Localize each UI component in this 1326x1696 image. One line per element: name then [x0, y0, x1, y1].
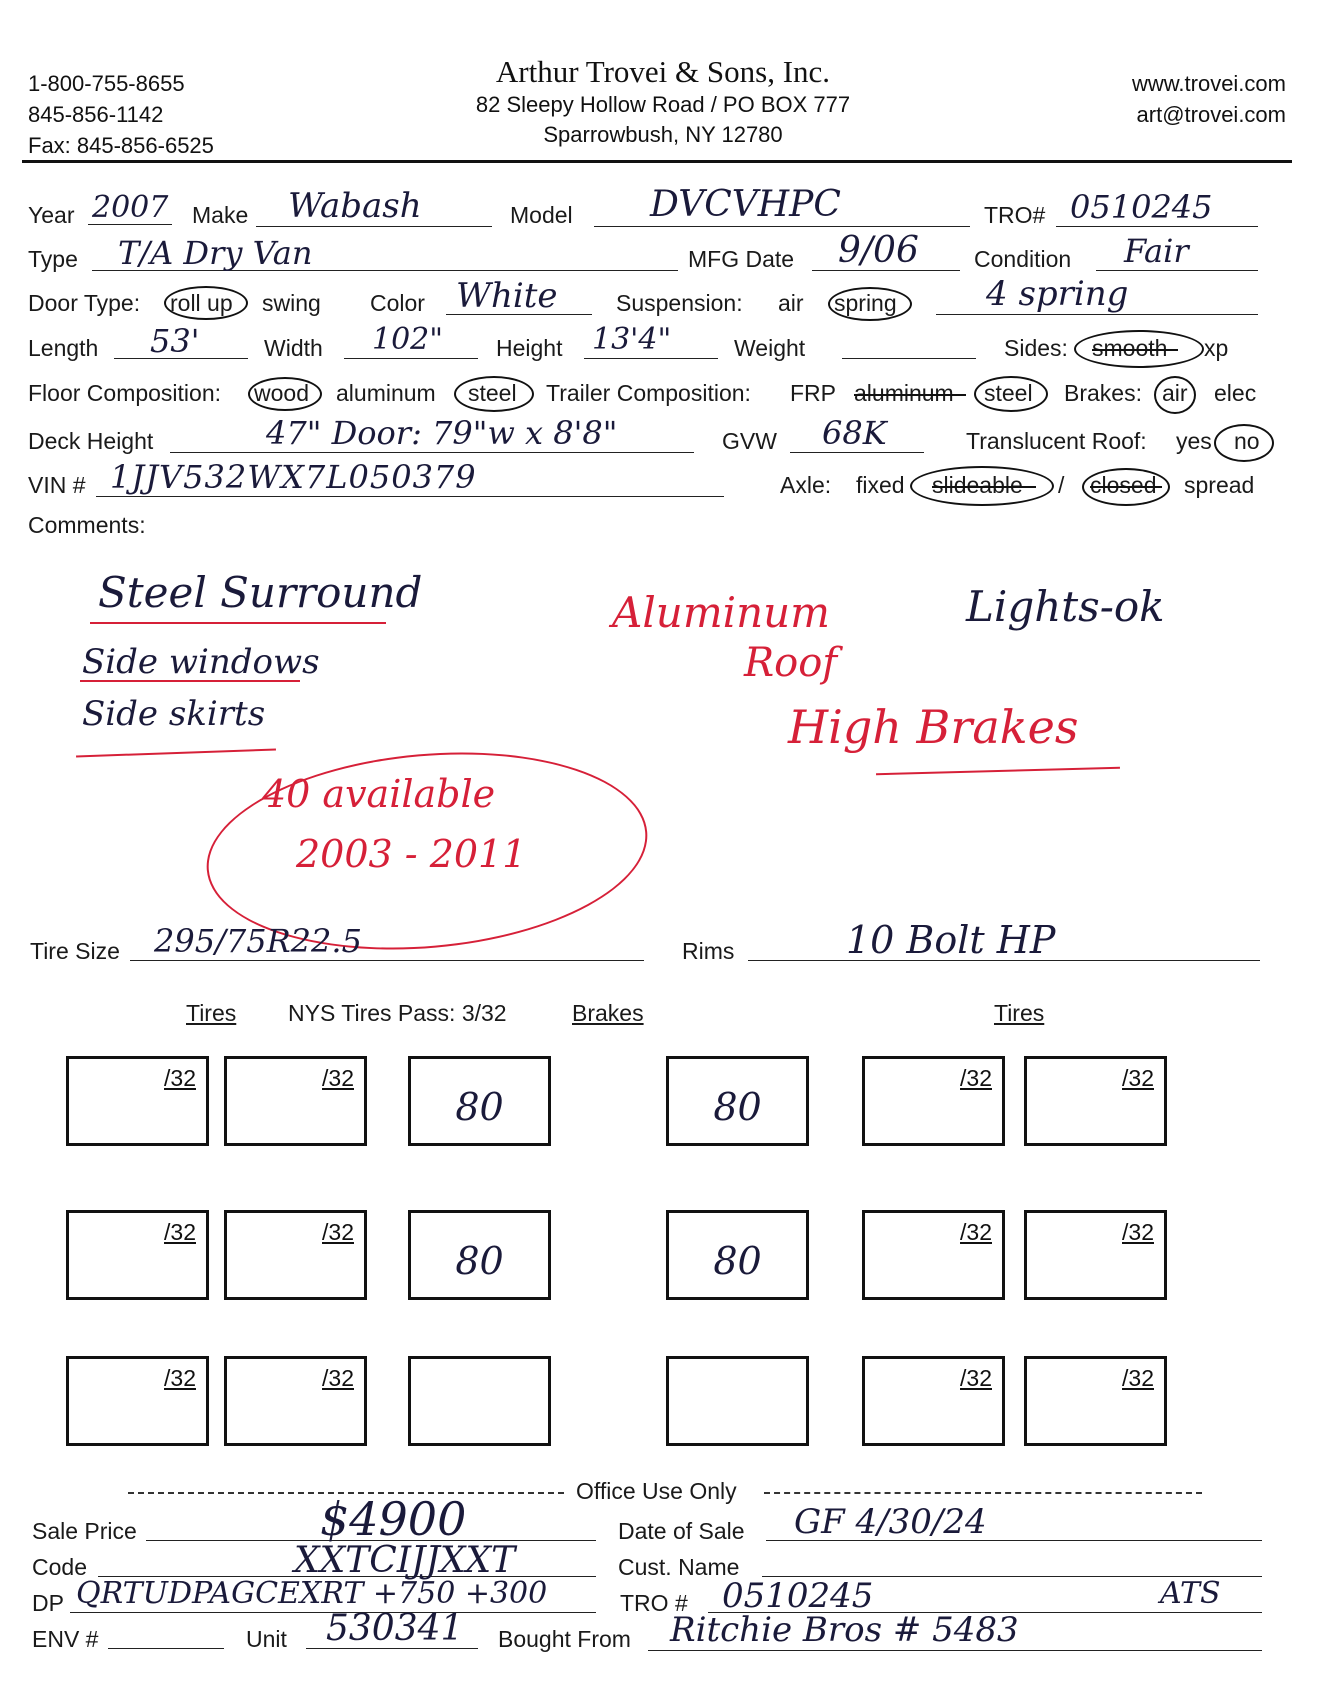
tire-box: /32 — [66, 1056, 209, 1146]
label-condition: Condition — [974, 246, 1072, 272]
option-axle-spread: spread — [1184, 472, 1255, 498]
option-smooth: smooth — [1092, 335, 1168, 361]
value-bought-from: Ritchie Bros # 5483 — [670, 1610, 1019, 1650]
phone-local: 845-856-1142 — [28, 102, 164, 127]
tire-box: /32 — [66, 1210, 209, 1300]
tire-box: /32 — [1024, 1210, 1167, 1300]
value-suspension-extra: 4 spring — [986, 274, 1129, 314]
brake-box — [408, 1356, 551, 1446]
brake-box — [666, 1356, 809, 1446]
label-floor-composition: Floor Composition: — [28, 380, 222, 406]
option-roof-yes: yes — [1176, 428, 1212, 454]
company-address-line2: Sparrowbush, NY 12780 — [543, 122, 783, 147]
circle-closed — [1082, 468, 1170, 506]
value-gvw: 68K — [822, 414, 887, 452]
value-date-of-sale: GF 4/30/24 — [794, 1502, 987, 1542]
label-dp: DP — [32, 1590, 64, 1616]
option-axle-closed: closed — [1090, 472, 1157, 498]
underline-high-brakes — [876, 767, 1120, 775]
circle-brakes-air — [1154, 376, 1196, 414]
value-tro: 0510245 — [1070, 188, 1213, 226]
label-height: Height — [496, 335, 563, 361]
label-length: Length — [28, 335, 99, 361]
label-comments: Comments: — [28, 512, 146, 538]
option-brakes-air: air — [1162, 380, 1188, 406]
value-color: White — [456, 276, 558, 316]
tire-box: /32 — [224, 1356, 367, 1446]
label-year: Year — [28, 202, 75, 228]
label-trailer-composition: Trailer Composition: — [546, 380, 751, 406]
label-vin: VIN # — [28, 472, 86, 498]
comment-steel-surround: Steel Surround — [98, 568, 423, 617]
value-rims: 10 Bolt HP — [846, 918, 1056, 962]
label-axle: Axle: — [780, 472, 832, 498]
header-tires-left: Tires — [186, 1000, 237, 1026]
company-email: art@trovei.com — [1136, 102, 1286, 127]
brake-box: 80 — [408, 1210, 551, 1300]
axle-separator: / — [1058, 472, 1065, 498]
label-width: Width — [264, 335, 323, 361]
value-mfg-date: 9/06 — [838, 230, 919, 271]
label-mfg-date: MFG Date — [688, 246, 795, 272]
company-name: Arthur Trovei & Sons, Inc. — [495, 54, 831, 89]
value-condition: Fair — [1124, 232, 1189, 270]
header-tires-right: Tires — [994, 1000, 1045, 1026]
value-tro-office: 0510245 — [722, 1576, 874, 1616]
option-trailer-steel: steel — [984, 380, 1033, 406]
circle-smooth — [1074, 330, 1204, 368]
brake-box: 80 — [408, 1056, 551, 1146]
comment-high-brakes: High Brakes — [788, 700, 1079, 754]
option-floor-aluminum: aluminum — [336, 380, 436, 406]
value-height: 13'4" — [592, 322, 672, 357]
value-make: Wabash — [288, 186, 422, 226]
brake-box: 80 — [666, 1056, 809, 1146]
value-vin: 1JJV532WX7L050379 — [110, 458, 477, 496]
label-type: Type — [28, 246, 78, 272]
label-code: Code — [32, 1554, 87, 1580]
office-divider-right — [764, 1492, 1202, 1494]
label-bought-from: Bought From — [498, 1626, 631, 1652]
company-address-line1: 82 Sleepy Hollow Road / PO BOX 777 — [475, 92, 851, 117]
tire-box: /32 — [862, 1056, 1005, 1146]
header-divider — [22, 160, 1292, 163]
option-axle-fixed: fixed — [856, 472, 905, 498]
tire-box: /32 — [224, 1056, 367, 1146]
label-cust-name: Cust. Name — [618, 1554, 740, 1580]
underline-side-windows — [80, 680, 300, 682]
label-tire-size: Tire Size — [30, 938, 120, 964]
header-nys-tires: NYS Tires Pass: 3/32 — [288, 1000, 507, 1026]
option-xp: xp — [1204, 335, 1229, 361]
option-trailer-aluminum: aluminum — [854, 380, 954, 406]
fax-number: Fax: 845-856-6525 — [28, 133, 214, 158]
circle-floor-steel — [454, 376, 534, 412]
label-env: ENV # — [32, 1626, 99, 1652]
label-color: Color — [370, 290, 425, 316]
circle-trailer-steel — [974, 376, 1048, 412]
value-width: 102" — [372, 322, 444, 357]
circle-floor-wood — [248, 377, 322, 411]
label-translucent-roof: Translucent Roof: — [966, 428, 1147, 454]
value-model: DVCVHPC — [650, 184, 841, 225]
label-make: Make — [192, 202, 249, 228]
circle-slideable — [910, 466, 1054, 506]
option-floor-wood: wood — [254, 380, 309, 406]
label-weight: Weight — [734, 335, 806, 361]
label-brakes-type: Brakes: — [1064, 380, 1142, 406]
underline-steel-surround — [90, 622, 386, 624]
value-code: XXTCIJJXXT — [294, 1540, 516, 1581]
tire-box: /32 — [1024, 1056, 1167, 1146]
option-roll-up: roll up — [170, 290, 233, 316]
label-rims: Rims — [682, 938, 735, 964]
brake-box: 80 — [666, 1210, 809, 1300]
comment-lights-ok: Lights-ok — [966, 582, 1165, 631]
underline-side-skirts — [76, 749, 276, 758]
label-sides: Sides: — [1004, 335, 1068, 361]
phone-tollfree: 1-800-755-8655 — [28, 71, 185, 96]
label-suspension: Suspension: — [616, 290, 743, 316]
office-use-only: Office Use Only — [576, 1478, 737, 1504]
option-roof-no: no — [1234, 428, 1260, 454]
value-type: T/A Dry Van — [118, 234, 313, 272]
option-spring: spring — [834, 290, 897, 316]
option-swing: swing — [262, 290, 321, 316]
header-brakes: Brakes — [572, 1000, 644, 1026]
tire-box: /32 — [1024, 1356, 1167, 1446]
option-floor-steel: steel — [468, 380, 517, 406]
comment-roof: Roof — [744, 640, 838, 686]
option-frp: FRP — [790, 380, 836, 406]
comment-side-windows: Side windows — [82, 642, 320, 682]
comment-year-range: 2003 - 2011 — [296, 832, 527, 876]
option-air-suspension: air — [778, 290, 804, 316]
value-tire-size: 295/75R22.5 — [154, 922, 362, 960]
comment-40-available: 40 available — [262, 772, 496, 816]
strike-trailer-aluminum — [854, 394, 966, 396]
label-model: Model — [510, 202, 573, 228]
company-website: www.trovei.com — [1131, 71, 1286, 96]
tire-box: /32 — [862, 1356, 1005, 1446]
label-tro-office: TRO # — [620, 1590, 688, 1616]
label-tro: TRO# — [984, 202, 1046, 228]
label-gvw: GVW — [722, 428, 777, 454]
circle-roll-up — [164, 286, 248, 320]
tire-box: /32 — [66, 1356, 209, 1446]
circle-spring — [828, 287, 912, 321]
label-sale-price: Sale Price — [32, 1518, 137, 1544]
value-dp: QRTUDPAGCEXRT +750 +300 — [76, 1576, 548, 1611]
label-date-of-sale: Date of Sale — [618, 1518, 745, 1544]
value-sale-price: $4900 — [320, 1492, 467, 1546]
circle-roof-no — [1214, 424, 1274, 462]
option-axle-slideable: slideable — [932, 472, 1023, 498]
value-deck-height: 47" Door: 79"w x 8'8" — [266, 414, 618, 452]
value-tro-initials: ATS — [1160, 1576, 1221, 1611]
comment-side-skirts: Side skirts — [82, 694, 266, 734]
option-brakes-elec: elec — [1214, 380, 1257, 406]
tire-box: /32 — [224, 1210, 367, 1300]
label-door-type: Door Type: — [28, 290, 141, 316]
label-deck-height: Deck Height — [28, 428, 154, 454]
tire-box: /32 — [862, 1210, 1005, 1300]
value-year: 2007 — [92, 190, 169, 225]
value-unit: 530341 — [326, 1608, 464, 1649]
label-unit: Unit — [246, 1626, 287, 1652]
value-length: 53' — [150, 322, 200, 360]
comment-aluminum: Aluminum — [612, 588, 830, 637]
